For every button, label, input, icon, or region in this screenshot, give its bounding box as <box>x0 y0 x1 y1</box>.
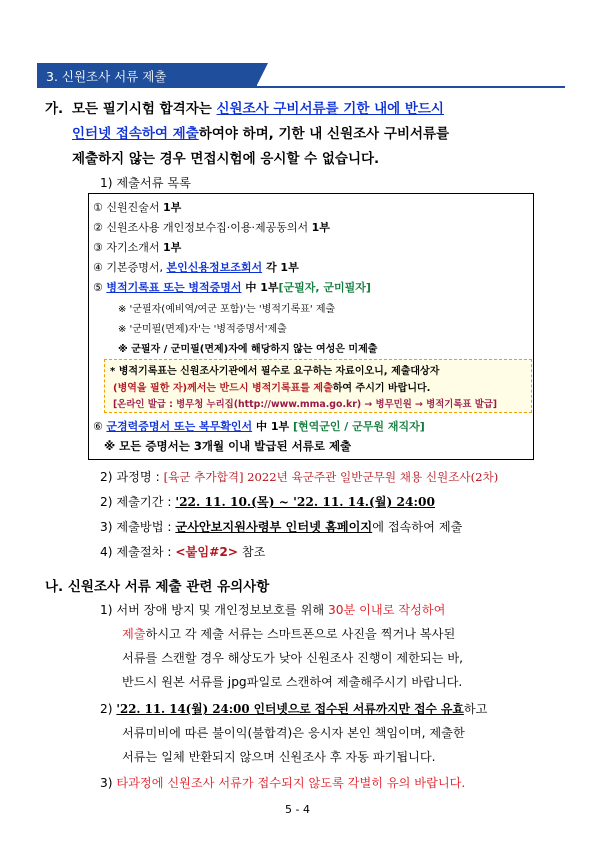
na-p1-line-4: 반드시 원본 서류를 jpg파일로 스캔하여 제출해주시기 바랍니다. <box>122 675 463 689</box>
na-p2-line-2: 서류미비에 따른 불이익(불합격)은 응시자 본인 책임이며, 제출한 <box>122 726 465 740</box>
ga-line-2: 인터넷 접속하여 제출하여야 하며, 기한 내 신원조사 구비서류를 <box>72 126 450 142</box>
doc-item-4: ④ 기본증명서, 본인신용정보조회서 각 1부 <box>93 261 299 274</box>
section-header-rule <box>37 86 565 88</box>
na-heading: 나. 신원조사 서류 제출 관련 유의사항 <box>45 579 270 595</box>
notice-line-2: (병역을 필한 자)께서는 반드시 병적기록표를 제출하여 주시기 바랍니다. <box>113 383 431 394</box>
doc-all-note: ※ 모든 증명서는 3개월 이내 발급된 서류로 제출 <box>104 439 352 453</box>
na-p1-line-3: 서류를 스캔할 경우 해상도가 낮아 신원조사 진행이 제한되는 바, <box>122 651 463 665</box>
doc-note-1: ※ '군필자(예비역/여군 포함)'는 '병적기록표' 제출 <box>118 304 336 315</box>
page-number: 5 - 4 <box>285 803 310 816</box>
sub-item-course: 2) 과정명 : [육군 추가합격] 2022년 육군주관 일반군무원 채용 신원조사(2차) <box>100 470 499 484</box>
ga-line-3: 제출하지 않는 경우 면접시험에 응시할 수 없습니다. <box>72 151 380 167</box>
doc-item-2: ② 신원조사용 개인정보수집·이용·제공동의서 1부 <box>93 221 330 234</box>
sub-item-period: 2) 제출기간 : '22. 11. 10.(목) ~ '22. 11. 14.(월) 24:00 <box>100 495 435 509</box>
na-p1-line-2: 제출하시고 각 제출 서류는 스마트폰으로 사진을 찍거나 복사된 <box>122 627 456 641</box>
na-p1-line-1: 1) 서버 장애 방지 및 개인정보보호를 위해 30분 이내로 작성하여 <box>100 603 446 617</box>
sub-item-procedure: 4) 제출절차 : <붙임#2> 참조 <box>100 545 266 559</box>
ga-line-2-highlight: 인터넷 접속하여 제출 <box>72 126 199 142</box>
doc-note-2: ※ '군미필(면제)자'는 '병적증명서'제출 <box>118 324 287 335</box>
na-p2-line-3: 서류는 일체 반환되지 않으며 신원조사 후 자동 파기됩니다. <box>122 750 436 764</box>
doc-item-1: ① 신원진술서 1부 <box>93 201 182 214</box>
na-p2-line-1: 2) '22. 11. 14(월) 24:00 인터넷으로 접수된 서류까지만 접수 유효하고 <box>100 702 488 716</box>
section-header-arrow <box>256 63 268 87</box>
doc-item-5: ⑤ 병적기록표 또는 병적증명서 中 1부[군필자, 군미필자] <box>93 281 371 294</box>
section-title: 3. 신원조사 서류 제출 <box>46 69 167 84</box>
na-p3: 3) 타과정에 신원조사 서류가 접수되지 않도록 각별히 유의 바랍니다. <box>100 776 466 790</box>
ga-marker: 가. <box>45 101 64 117</box>
sub-item-1-heading: 1) 제출서류 목록 <box>100 176 191 190</box>
sub-item-method: 3) 제출방법 : 군사안보지원사령부 인터넷 홈페이지에 접속하여 제출 <box>100 520 463 534</box>
doc-item-6: ⑥ 군경력증명서 또는 복무확인서 中 1부 [현역군인 / 군무원 재직자] <box>93 420 425 433</box>
ga-line-1-highlight: 신원조사 구비서류를 기한 내에 반드시 <box>216 101 444 117</box>
doc-note-3: ※ 군필자 / 군미필(면제)자에 해당하지 않는 여성은 미제출 <box>118 344 378 355</box>
ga-line-1: 모든 필기시험 합격자는 신원조사 구비서류를 기한 내에 반드시 <box>72 101 444 117</box>
doc-item-3: ③ 자기소개서 1부 <box>93 241 182 254</box>
notice-line-1: * 병적기록표는 신원조사기관에서 필수로 요구하는 자료이오니, 제출대상자 <box>110 366 440 377</box>
notice-line-3: [온라인 발급 : 병무청 누리집(http://www.mma.go.kr) → 병무민원 → 병적기록표 발급] <box>113 399 498 410</box>
